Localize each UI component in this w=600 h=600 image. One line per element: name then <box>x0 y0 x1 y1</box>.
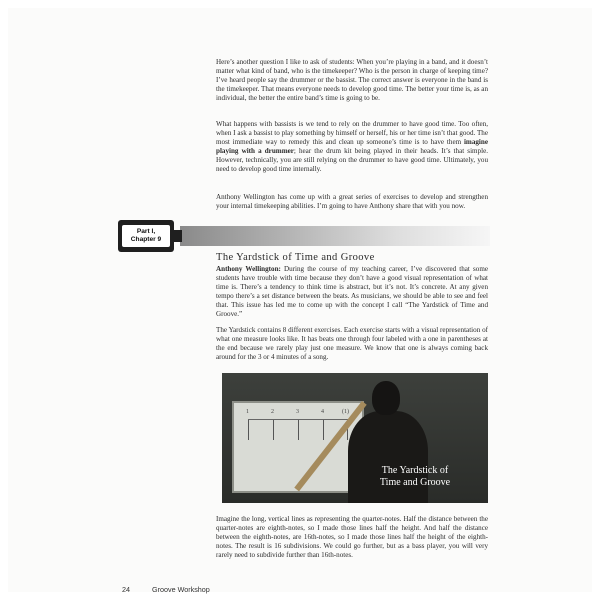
board-label-2: 2 <box>271 409 274 415</box>
paragraph-subdivisions: Imagine the long, vertical lines as representing the quarter-notes. Half the distance between the quarter-notes are eighth-notes, so I made those lines half the height. And half the distance between the eighth-notes, are 16th-notes, so I made those lines half the height of the eighth-notes. The result is 16 subdivisions. We could go further, but as a bass player, you will very rarely need to subdivide further than 16th-notes. <box>216 515 488 560</box>
paragraph-anthony-intro: Anthony Wellington has come up with a great series of exercises to develop and strengthen your internal timekeeping abilities. I’m going to have Anthony share that with you now. <box>216 193 488 211</box>
whiteboard <box>232 401 364 493</box>
chapter-tab-part: Part I, <box>136 228 156 235</box>
paragraph-anthony-quote-text: During the course of my teaching career, I’ve discovered that some students have trouble with time because they don’t have a good visual representation of what time is. There’s a tendency to think time is abstract, but it’s not. It’s concrete. At any given tempo there’s a set distance between the beats. As musicians, we should be able to see and feel that. This issue has led me to come up with the concept I call “The Yardstick of Time and Groove.” <box>216 265 488 319</box>
paragraph-bassists-text-2: ; hear the drum kit being played in their heads. It’s that simple. However, technically, you are still relying on the drummer to have good time. Ultimately, you need to develop good time internally. <box>216 147 488 174</box>
tick-1 <box>248 420 249 440</box>
book-title: Groove Workshop <box>152 585 210 594</box>
video-still-photo <box>222 373 488 503</box>
chapter-band <box>180 226 490 246</box>
photo-caption <box>360 465 470 489</box>
tick-3 <box>298 420 299 440</box>
board-label-4: 4 <box>321 409 324 415</box>
chapter-tab-chapter: Chapter 9 <box>130 236 162 243</box>
photo-caption-line-2: Time and Groove <box>379 477 451 488</box>
paragraph-bassists-text-1: What happens with bassists is we tend to rely on the drummer to have good time. Too often, when I ask a bassist to play something by himself or herself, his or her time isn’t that good. The most immediate way to remedy this and clean up someone’s time is to have them <box>216 120 488 147</box>
page-number: 24 <box>122 585 130 594</box>
section-title: The Yardstick of Time and Groove <box>216 252 375 263</box>
chapter-tab-label <box>122 225 170 247</box>
board-label-5: (1) <box>342 409 349 415</box>
paragraph-yardstick: The Yardstick contains 8 different exercises. Each exercise starts with a visual representation of what one measure looks like. It has beats one through four labeled with a one in parentheses at the end because we rarely play just one measure. We know that one is always coming back around for the 3 or 4 minutes of a song. <box>216 326 488 362</box>
photo-caption-line-1: The Yardstick of <box>381 465 449 476</box>
paragraph-bassists <box>216 120 488 175</box>
board-label-1: 1 <box>246 409 249 415</box>
paragraph-timekeeper: Here’s another question I like to ask of students: When you’re playing in a band, and it doesn’t matter what kind of band, who is the timekeeper? Who is the person in charge of keeping time? I’ve heard people say the drummer or the bassist. The correct answer is everyone in the band is the timekeeper. That means everyone needs to develop good time. The better your time is, as an individual, the better the entire band’s time is going to be. <box>216 58 488 103</box>
speaker-name: Anthony Wellington: <box>216 265 281 273</box>
paragraph-anthony-quote <box>216 265 488 320</box>
board-label-3: 3 <box>296 409 299 415</box>
paragraph-bassists-bold: imagine playing with a drummer <box>216 138 488 156</box>
tick-4 <box>323 420 324 440</box>
page-footer <box>122 585 210 594</box>
tick-2 <box>273 420 274 440</box>
bassist-body <box>348 411 428 503</box>
bassist-head <box>372 381 400 415</box>
chapter-tab <box>118 220 174 252</box>
